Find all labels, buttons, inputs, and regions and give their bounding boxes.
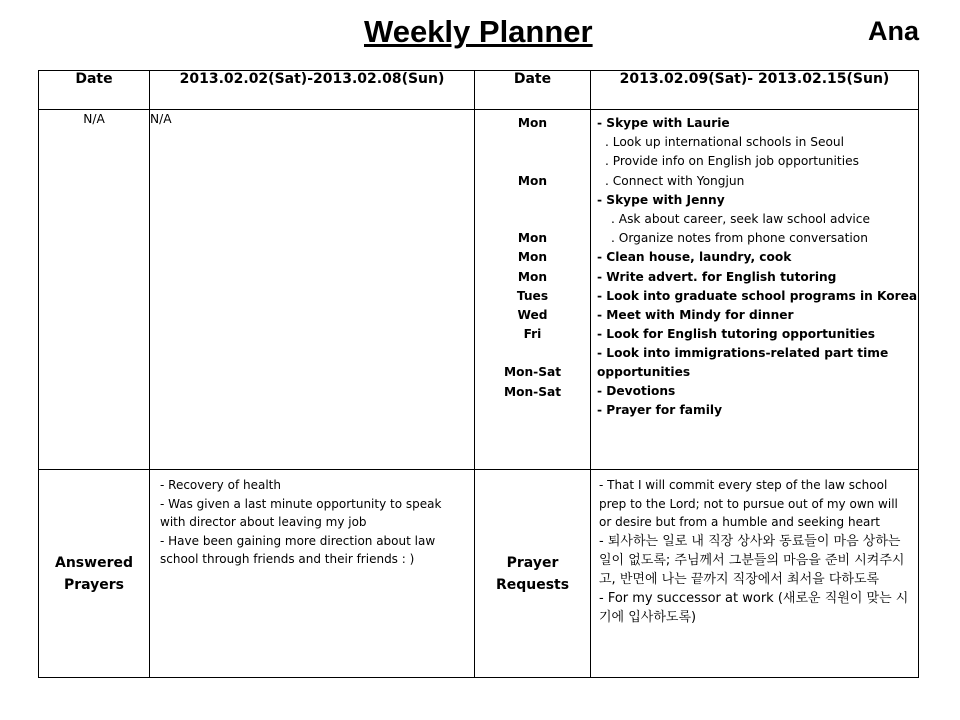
day-label: Mon [517,116,548,130]
day-label: Mon-Sat [503,365,562,380]
day-label: Mon-Sat [503,384,562,399]
task-item: - Devotions [597,384,676,399]
task-subitem: . Provide info on English job opportunities [605,154,859,169]
task-item: - Look for English tutoring opportunities [597,327,875,342]
day-label: Tues [516,288,549,303]
day-label: Wed [517,307,548,322]
task-item: - Clean house, laundry, cook [597,250,792,265]
week2-days-cell [475,110,591,470]
prayer-request-item: - That I will commit every step of the law school prep to the Lord; not to pursue out of my own will or desire but from a humble and seeking heart [599,478,898,529]
answered-prayer-item: - Have been gaining more direction about law school through friends and their friends : ) [160,533,436,566]
answered-prayer-item: - Recovery of health [160,478,281,492]
task-item: - Skype with Jenny [597,192,725,207]
task-item: - Skype with Laurie [597,116,730,130]
week1-date-cell: N/A [39,110,150,470]
answered-prayers-cell [150,470,475,678]
owner-name: Ana [868,16,920,46]
day-label: Mon [517,173,548,188]
task-item: - Prayer for family [597,403,723,418]
header-row [39,71,919,110]
day-label: Mon [517,269,548,284]
day-label [475,152,590,171]
weekly-planner-table [38,70,919,678]
task-subitem: . Organize notes from phone conversation [611,231,868,246]
page-title: Weekly Planner [364,14,593,49]
week2-tasks-cell [591,110,919,470]
prayer-row [39,470,919,678]
day-label [475,344,590,363]
week1-task-cell: N/A [150,110,475,470]
day-label: Fri [523,327,542,342]
day-label: Mon [517,250,548,265]
date-header-2: Date [475,71,591,110]
day-label: Mon [517,231,548,246]
task-item: - Write advert. for English tutoring [597,269,837,284]
task-item: - Look into immigrations-related part time opportunities [597,346,889,380]
prayer-request-item: - For my successor at work (새로운 직원이 맞는 시기에 입사하도록) [599,590,909,625]
day-label [475,191,590,210]
task-subitem: . Ask about career, seek law school advice [611,211,870,226]
task-item: - Look into graduate school programs in Korea [597,288,918,303]
prayer-requests-cell [591,470,919,678]
answered-prayer-item: - Was given a last minute opportunity to speak with director about leaving my job [160,496,442,529]
schedule-row [39,110,919,470]
prayer-requests-label: Prayer Requests [475,470,591,678]
week2-range-header: 2013.02.09(Sat)- 2013.02.15(Sun) [591,71,919,110]
task-item: - Meet with Mindy for dinner [597,307,794,322]
answered-prayers-label: Answered Prayers [39,470,150,678]
task-subitem: . Connect with Yongjun [605,173,745,188]
week1-range-header: 2013.02.02(Sat)-2013.02.08(Sun) [150,71,475,110]
day-label [475,133,590,152]
day-label [475,210,590,229]
task-subitem: . Look up international schools in Seoul [605,135,845,150]
prayer-request-item: - 퇴사하는 일로 내 직장 상사와 동료들이 마음 상하는 일이 없도록; 주님께서 그분들의 마음을 준비 시켜주시고, 반면에 나는 끝까지 직장에서 최서을 다하도록 [599,533,905,587]
date-header-1: Date [39,71,150,110]
